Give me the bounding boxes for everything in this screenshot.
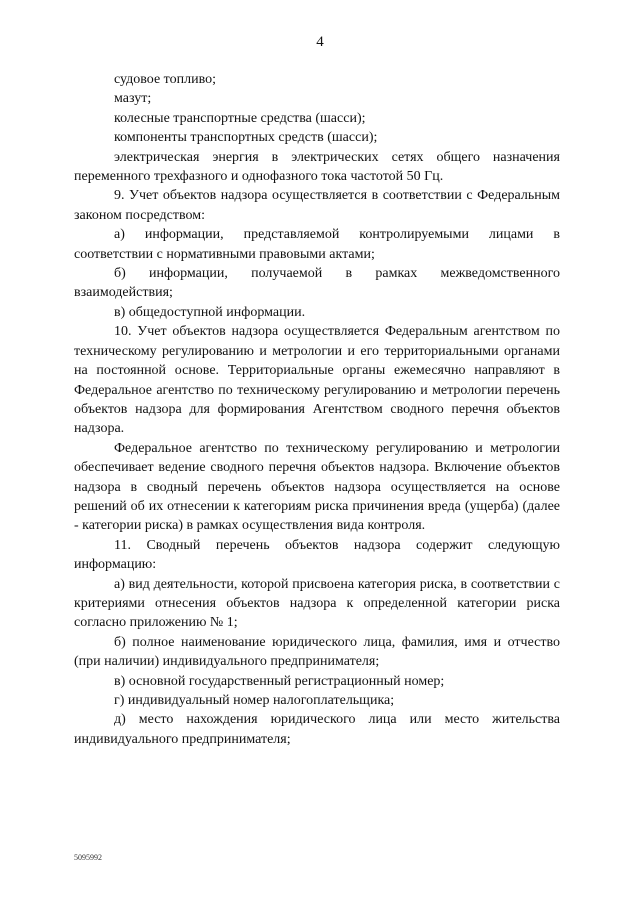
- paragraph: 11. Сводный перечень объектов надзора содержит следующую информацию:: [74, 537, 560, 573]
- paragraph: а) информации, представляемой контролируемыми лицами в соответствии с нормативными правовыми актами;: [74, 227, 560, 262]
- paragraph: 9. Учет объектов надзора осуществляется в соответствии с Федеральным законом посредством:: [74, 188, 560, 223]
- paragraph: мазут;: [114, 91, 152, 107]
- paragraph: в) основной государственный регистрационный номер;: [114, 673, 445, 689]
- paragraph: 10. Учет объектов надзора осуществляется Федеральным агентством по техническому регулированию и метрологии и его территориальными органами на постоянной основе. Территориальные органы ежемесячно направляют в Федеральное агентство по техническому регулированию и метрологии перечень объектов надзора для формирования Агентством сводного перечня объектов надзора.: [74, 324, 560, 437]
- paragraph: компоненты транспортных средств (шасси);: [114, 130, 378, 146]
- paragraph: б) полное наименование юридического лица, фамилия, имя и отчество (при наличии) индивидуального предпринимателя;: [74, 634, 560, 670]
- paragraph: в) общедоступной информации.: [114, 304, 306, 320]
- page-number: 4: [316, 34, 324, 50]
- paragraph: б) информации, получаемой в рамках межведомственного взаимодействия;: [74, 266, 560, 301]
- paragraph: а) вид деятельности, которой присвоена категория риска, в соответствии с критериями отнесения объектов надзора к определенной категории риска согласно приложению № 1;: [74, 576, 560, 631]
- paragraph: Федеральное агентство по техническому регулированию и метрологии обеспечивает ведение сводного перечня объектов надзора. Включение объектов надзора в сводный перечень объектов надзора осуществляется на основе решений об их отнесении к категориям риска причинения вреда (ущерба) (далее - категории риска) в рамках осуществления вида контроля.: [74, 440, 560, 534]
- document-id: 5095992: [74, 853, 102, 862]
- paragraph: г) индивидуальный номер налогоплательщика;: [114, 693, 395, 708]
- paragraph: судовое топливо;: [114, 72, 216, 87]
- paragraph: д) место нахождения юридического лица или место жительства индивидуального предпринимателя;: [74, 712, 560, 747]
- paragraph: колесные транспортные средства (шасси);: [114, 110, 366, 126]
- paragraph: электрическая энергия в электрических сетях общего назначения переменного трехфазного и однофазного тока частотой 50 Гц.: [74, 149, 560, 185]
- document-body: [74, 70, 560, 749]
